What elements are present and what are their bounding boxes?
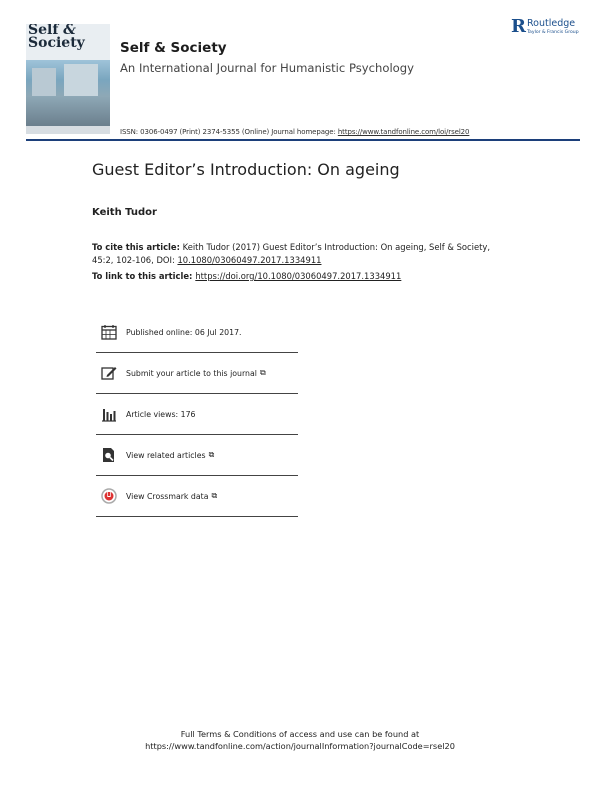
journal-subtitle: An International Journal for Humanistic Psychology bbox=[120, 61, 414, 75]
article-link[interactable]: https://doi.org/10.1080/03060497.2017.1334911 bbox=[195, 271, 402, 281]
related-articles-item[interactable] bbox=[96, 435, 298, 476]
cover-building bbox=[32, 68, 56, 96]
article-info-list bbox=[96, 312, 298, 517]
publisher-name: Routledge bbox=[527, 18, 576, 29]
publisher-tagline: Taylor & Francis Group bbox=[527, 30, 579, 35]
cover-footer-strip bbox=[26, 126, 110, 134]
external-link-icon: ⧉ bbox=[208, 450, 215, 459]
article-title: Guest Editor’s Introduction: On ageing bbox=[92, 160, 400, 179]
footer-terms-link[interactable]: https://www.tandfonline.com/action/journalInformation?journalCode=rsel20 bbox=[145, 741, 455, 751]
published-online-text: Published online: 06 Jul 2017. bbox=[126, 327, 242, 337]
article-author: Keith Tudor bbox=[92, 207, 157, 218]
search-doc-icon bbox=[100, 446, 118, 464]
issn-line bbox=[120, 128, 469, 136]
link-label: To link to this article: bbox=[92, 271, 196, 281]
footer-line1: Full Terms & Conditions of access and use can be found at bbox=[180, 729, 420, 739]
article-views-item bbox=[96, 394, 298, 435]
footer bbox=[0, 728, 600, 752]
related-articles-link[interactable]: View related articles bbox=[126, 450, 206, 460]
article-link-line bbox=[92, 271, 401, 281]
article-views-text: Article views: 176 bbox=[126, 409, 196, 419]
journal-homepage-link[interactable]: https://www.tandfonline.com/loi/rsel20 bbox=[337, 128, 470, 136]
doi-link[interactable]: 10.1080/03060497.2017.1334911 bbox=[177, 255, 322, 265]
cover-title: Self & Society bbox=[28, 24, 85, 51]
edit-icon bbox=[100, 364, 118, 382]
calendar-icon bbox=[100, 323, 118, 341]
submit-article-link[interactable]: Submit your article to this journal bbox=[126, 368, 257, 378]
citation bbox=[92, 241, 512, 267]
cite-label: To cite this article: bbox=[92, 242, 180, 252]
crossmark-item[interactable] bbox=[96, 476, 298, 517]
journal-title: Self & Society bbox=[120, 40, 227, 56]
external-link-icon: ⧉ bbox=[259, 368, 266, 377]
header-divider bbox=[26, 139, 580, 141]
journal-cover bbox=[26, 24, 110, 134]
cover-building bbox=[64, 64, 98, 96]
issn-text: ISSN: 0306-0497 (Print) 2374-5355 (Online) Journal homepage: bbox=[120, 128, 338, 136]
bar-chart-icon bbox=[100, 405, 118, 423]
crossmark-icon bbox=[100, 487, 118, 505]
published-online-item bbox=[96, 312, 298, 353]
crossmark-link[interactable]: View Crossmark data bbox=[126, 491, 209, 501]
external-link-icon: ⧉ bbox=[211, 491, 218, 500]
cite-text: Keith Tudor (2017) Guest Editor’s Introduction: On ageing, Self & Society, 45:2, 102-106, DOI: bbox=[92, 242, 491, 265]
submit-article-item[interactable] bbox=[96, 353, 298, 394]
routledge-logo-icon: R bbox=[511, 16, 526, 37]
